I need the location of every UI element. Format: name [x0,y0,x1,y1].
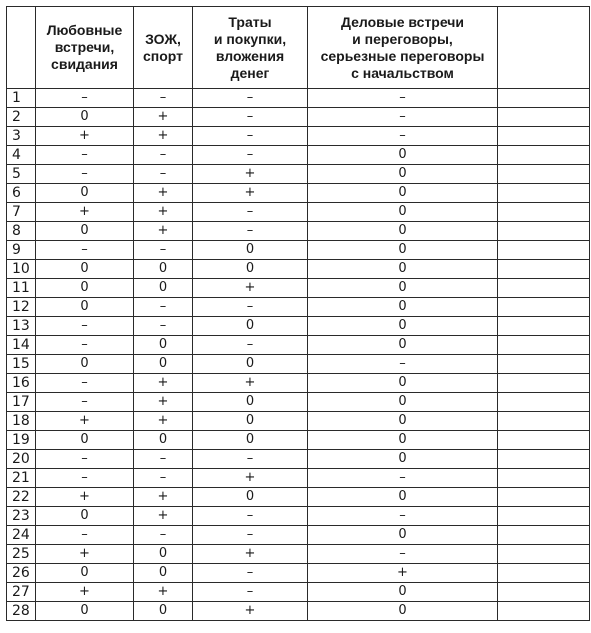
health-sport-cell: + [134,583,193,602]
day-number-cell: 8 [7,222,36,241]
business-cell: 0 [308,203,498,222]
love-dates-cell: 0 [36,355,134,374]
spending-cell: 0 [193,260,308,279]
love-dates-cell: 0 [36,298,134,317]
table-row [7,450,590,469]
health-sport-cell: 0 [134,431,193,450]
business-cell: 0 [308,412,498,431]
spending-cell: 0 [193,431,308,450]
spending-cell: 0 [193,317,308,336]
health-sport-cell: + [134,412,193,431]
health-sport-cell: + [134,507,193,526]
business-cell: 0 [308,488,498,507]
empty-cell [498,127,590,146]
love-dates-cell: – [36,89,134,108]
business-cell: – [308,108,498,127]
empty-cell [498,317,590,336]
astro-calendar-table [6,6,590,621]
health-sport-cell: 0 [134,336,193,355]
day-number-cell: 17 [7,393,36,412]
day-number-cell: 12 [7,298,36,317]
table-row [7,412,590,431]
spending-cell: 0 [193,393,308,412]
day-number-cell: 5 [7,165,36,184]
empty-cell [498,146,590,165]
spending-cell: – [193,222,308,241]
health-sport-cell: – [134,298,193,317]
day-number-cell: 20 [7,450,36,469]
table-row [7,469,590,488]
table-row [7,488,590,507]
love-dates-cell: – [36,165,134,184]
love-dates-cell: – [36,374,134,393]
health-sport-cell: + [134,127,193,146]
day-number-cell: 26 [7,564,36,583]
table-row [7,203,590,222]
day-number-cell: 24 [7,526,36,545]
day-number-cell: 22 [7,488,36,507]
day-number-cell: 27 [7,583,36,602]
day-number-cell: 10 [7,260,36,279]
table-row [7,602,590,621]
business-cell: – [308,89,498,108]
day-number-cell: 25 [7,545,36,564]
spending-cell: 0 [193,355,308,374]
business-cell: 0 [308,374,498,393]
health-sport-cell: – [134,241,193,260]
table-row [7,431,590,450]
spending-cell: – [193,507,308,526]
health-sport-cell: 0 [134,545,193,564]
header-business-meetings: Деловые встречи и переговоры, серьезные переговоры с начальством [308,7,498,89]
business-cell: – [308,355,498,374]
table-row [7,184,590,203]
table-row [7,241,590,260]
spending-cell: + [193,602,308,621]
header-love-dates: Любовные встречи, свидания [36,7,134,89]
empty-cell [498,450,590,469]
love-dates-cell: + [36,412,134,431]
table-row [7,89,590,108]
business-cell: – [308,507,498,526]
table-row [7,336,590,355]
love-dates-cell: + [36,545,134,564]
love-dates-cell: 0 [36,108,134,127]
spending-cell: + [193,469,308,488]
empty-cell [498,507,590,526]
business-cell: 0 [308,241,498,260]
love-dates-cell: – [36,241,134,260]
day-number-cell: 28 [7,602,36,621]
empty-cell [498,298,590,317]
table-row [7,317,590,336]
love-dates-cell: – [36,393,134,412]
health-sport-cell: – [134,165,193,184]
day-number-cell: 2 [7,108,36,127]
day-number-cell: 3 [7,127,36,146]
health-sport-cell: + [134,374,193,393]
table-row [7,260,590,279]
business-cell: 0 [308,165,498,184]
table-row [7,298,590,317]
empty-cell [498,184,590,203]
day-number-cell: 11 [7,279,36,298]
day-number-cell: 19 [7,431,36,450]
spending-cell: – [193,146,308,165]
health-sport-cell: 0 [134,564,193,583]
spending-cell: – [193,203,308,222]
business-cell: – [308,469,498,488]
love-dates-cell: – [36,450,134,469]
love-dates-cell: + [36,583,134,602]
table-row [7,507,590,526]
love-dates-cell: 0 [36,184,134,203]
empty-cell [498,431,590,450]
health-sport-cell: + [134,222,193,241]
table-row [7,279,590,298]
header-spending-investments: Траты и покупки, вложения денег [193,7,308,89]
empty-cell [498,488,590,507]
business-cell: 0 [308,222,498,241]
business-cell: 0 [308,336,498,355]
empty-cell [498,336,590,355]
health-sport-cell: – [134,469,193,488]
spending-cell: 0 [193,241,308,260]
empty-cell [498,89,590,108]
spending-cell: + [193,165,308,184]
header-health-sport: ЗОЖ, спорт [134,7,193,89]
business-cell: 0 [308,602,498,621]
table-row [7,127,590,146]
day-number-cell: 15 [7,355,36,374]
spending-cell: – [193,298,308,317]
day-number-cell: 7 [7,203,36,222]
empty-cell [498,241,590,260]
love-dates-cell: 0 [36,564,134,583]
spending-cell: + [193,374,308,393]
empty-cell [498,602,590,621]
health-sport-cell: – [134,450,193,469]
empty-cell [498,545,590,564]
empty-cell [498,374,590,393]
love-dates-cell: – [36,469,134,488]
business-cell: 0 [308,583,498,602]
table-row [7,583,590,602]
health-sport-cell: – [134,146,193,165]
health-sport-cell: 0 [134,602,193,621]
health-sport-cell: + [134,203,193,222]
health-sport-cell: + [134,184,193,203]
header-row [7,7,590,89]
love-dates-cell: 0 [36,507,134,526]
business-cell: 0 [308,526,498,545]
spending-cell: 0 [193,412,308,431]
love-dates-cell: 0 [36,222,134,241]
table-row [7,545,590,564]
spending-cell: – [193,336,308,355]
spending-cell: – [193,108,308,127]
spending-cell: + [193,184,308,203]
table-row [7,374,590,393]
empty-cell [498,469,590,488]
table-row [7,393,590,412]
table-row [7,355,590,374]
spending-cell: – [193,526,308,545]
health-sport-cell: – [134,89,193,108]
business-cell: 0 [308,146,498,165]
spending-cell: – [193,564,308,583]
day-number-cell: 18 [7,412,36,431]
love-dates-cell: + [36,127,134,146]
business-cell: – [308,545,498,564]
health-sport-cell: 0 [134,260,193,279]
day-number-cell: 16 [7,374,36,393]
business-cell: 0 [308,393,498,412]
love-dates-cell: 0 [36,279,134,298]
health-sport-cell: + [134,393,193,412]
empty-cell [498,279,590,298]
table-row [7,526,590,545]
day-number-cell: 1 [7,89,36,108]
empty-cell [498,564,590,583]
business-cell: 0 [308,298,498,317]
love-dates-cell: 0 [36,260,134,279]
header-empty [498,7,590,89]
spending-cell: – [193,89,308,108]
day-number-cell: 23 [7,507,36,526]
day-number-cell: 13 [7,317,36,336]
spending-cell: + [193,279,308,298]
love-dates-cell: + [36,203,134,222]
day-number-cell: 9 [7,241,36,260]
table-row [7,222,590,241]
love-dates-cell: – [36,526,134,545]
health-sport-cell: 0 [134,355,193,374]
spending-cell: – [193,127,308,146]
love-dates-cell: – [36,336,134,355]
spending-cell: – [193,450,308,469]
love-dates-cell: – [36,317,134,336]
table-row [7,146,590,165]
day-number-cell: 14 [7,336,36,355]
business-cell: 0 [308,450,498,469]
empty-cell [498,165,590,184]
business-cell: 0 [308,279,498,298]
table-row [7,564,590,583]
business-cell: 0 [308,431,498,450]
health-sport-cell: + [134,108,193,127]
day-number-cell: 21 [7,469,36,488]
business-cell: 0 [308,260,498,279]
health-sport-cell: 0 [134,279,193,298]
table-row [7,165,590,184]
love-dates-cell: + [36,488,134,507]
health-sport-cell: – [134,526,193,545]
empty-cell [498,203,590,222]
love-dates-cell: 0 [36,431,134,450]
empty-cell [498,260,590,279]
day-number-cell: 6 [7,184,36,203]
love-dates-cell: 0 [36,602,134,621]
health-sport-cell: + [134,488,193,507]
business-cell: + [308,564,498,583]
spending-cell: – [193,583,308,602]
love-dates-cell: – [36,146,134,165]
header-day-number [7,7,36,89]
business-cell: 0 [308,184,498,203]
day-number-cell: 4 [7,146,36,165]
health-sport-cell: – [134,317,193,336]
empty-cell [498,108,590,127]
empty-cell [498,583,590,602]
spending-cell: + [193,545,308,564]
empty-cell [498,355,590,374]
empty-cell [498,393,590,412]
table-row [7,108,590,127]
business-cell: – [308,127,498,146]
spending-cell: 0 [193,488,308,507]
business-cell: 0 [308,317,498,336]
table-body [7,89,590,621]
empty-cell [498,222,590,241]
empty-cell [498,526,590,545]
empty-cell [498,412,590,431]
